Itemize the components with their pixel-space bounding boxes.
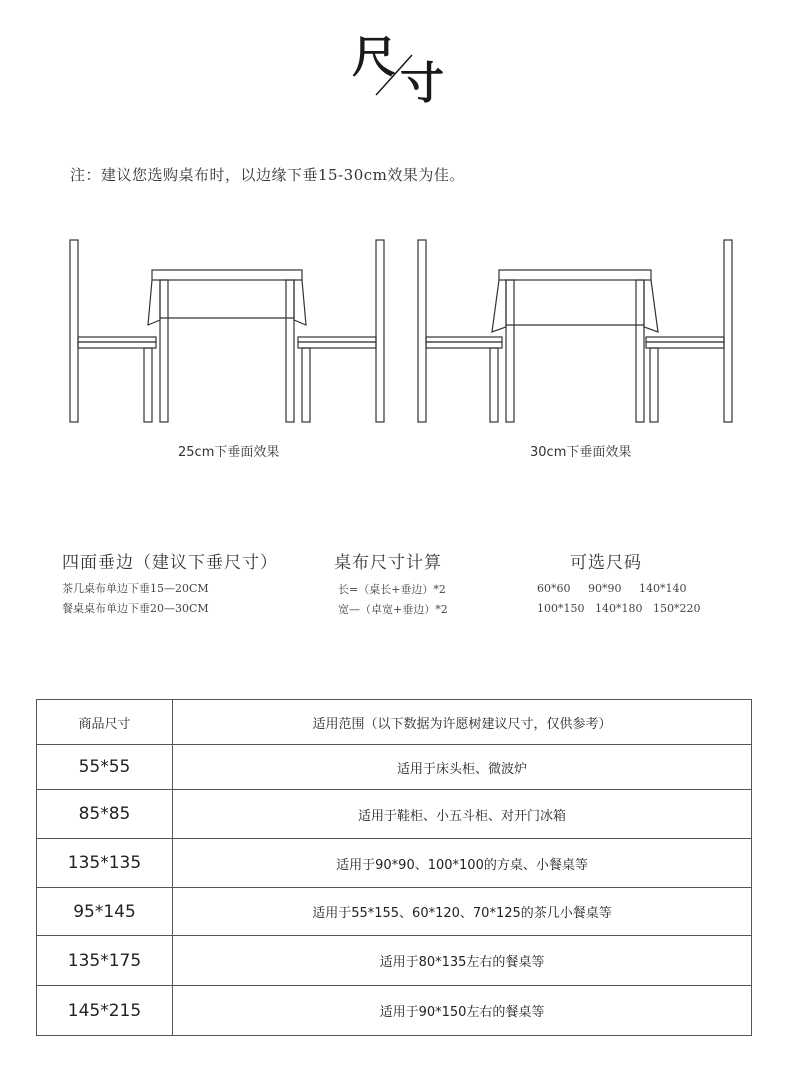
usage-cell: 适用于鞋柜、小五斗柜、对开门冰箱 (173, 790, 752, 839)
table-header-row (37, 700, 752, 745)
scene-30cm (418, 240, 732, 422)
table-row (37, 888, 752, 936)
usage-cell: 适用于床头柜、微波炉 (173, 745, 752, 790)
usage-cell: 适用于55*155、60*120、70*125的茶几小餐桌等 (173, 888, 752, 936)
calc-line-width: 宽—（卓宽+垂边）*2 (338, 603, 448, 616)
table-row (37, 745, 752, 790)
available-sizes-heading: 可选尺码 (570, 553, 642, 573)
scene-25cm (70, 240, 384, 422)
table-row (37, 839, 752, 888)
available-sizes-line-2: 100*150 140*180 150*220 (537, 602, 701, 615)
caption-30cm: 30cm下垂面效果 (530, 445, 632, 460)
drop-size-line-2: 餐桌桌布单边下垂20—30CM (62, 602, 209, 615)
usage-cell: 适用于90*150左右的餐桌等 (173, 986, 752, 1036)
title-logo (340, 20, 460, 105)
size-cell: 95*145 (37, 888, 173, 936)
table-row (37, 790, 752, 839)
table-row (37, 986, 752, 1036)
header-usage: 适用范围（以下数据为许愿树建议尺寸，仅供参考） (173, 700, 752, 745)
available-sizes-line-1: 60*60 90*90 140*140 (537, 582, 687, 595)
drop-size-line-1: 茶几桌布单边下垂15—20CM (62, 582, 209, 595)
size-cell: 55*55 (37, 745, 173, 790)
usage-cell: 适用于80*135左右的餐桌等 (173, 936, 752, 986)
calc-heading: 桌布尺寸计算 (334, 553, 442, 573)
size-cell: 145*215 (37, 986, 173, 1036)
table-row (37, 936, 752, 986)
advice-note: 注：建议您选购桌布时，以边缘下垂15-30cm效果为佳。 (70, 166, 465, 184)
size-table (36, 699, 752, 1036)
size-cell: 135*135 (37, 839, 173, 888)
header-size: 商品尺寸 (37, 700, 173, 745)
tablecloth-drop-diagram (60, 230, 740, 430)
calc-line-length: 长=（桌长+垂边）*2 (338, 583, 446, 596)
size-cell: 135*175 (37, 936, 173, 986)
title-char-1: 尺 (352, 32, 396, 83)
drop-size-heading: 四面垂边（建议下垂尺寸） (62, 553, 278, 573)
usage-cell: 适用于90*90、100*100的方桌、小餐桌等 (173, 839, 752, 888)
size-cell: 85*85 (37, 790, 173, 839)
title-char-2: 寸 (400, 58, 444, 105)
caption-25cm: 25cm下垂面效果 (178, 445, 280, 460)
